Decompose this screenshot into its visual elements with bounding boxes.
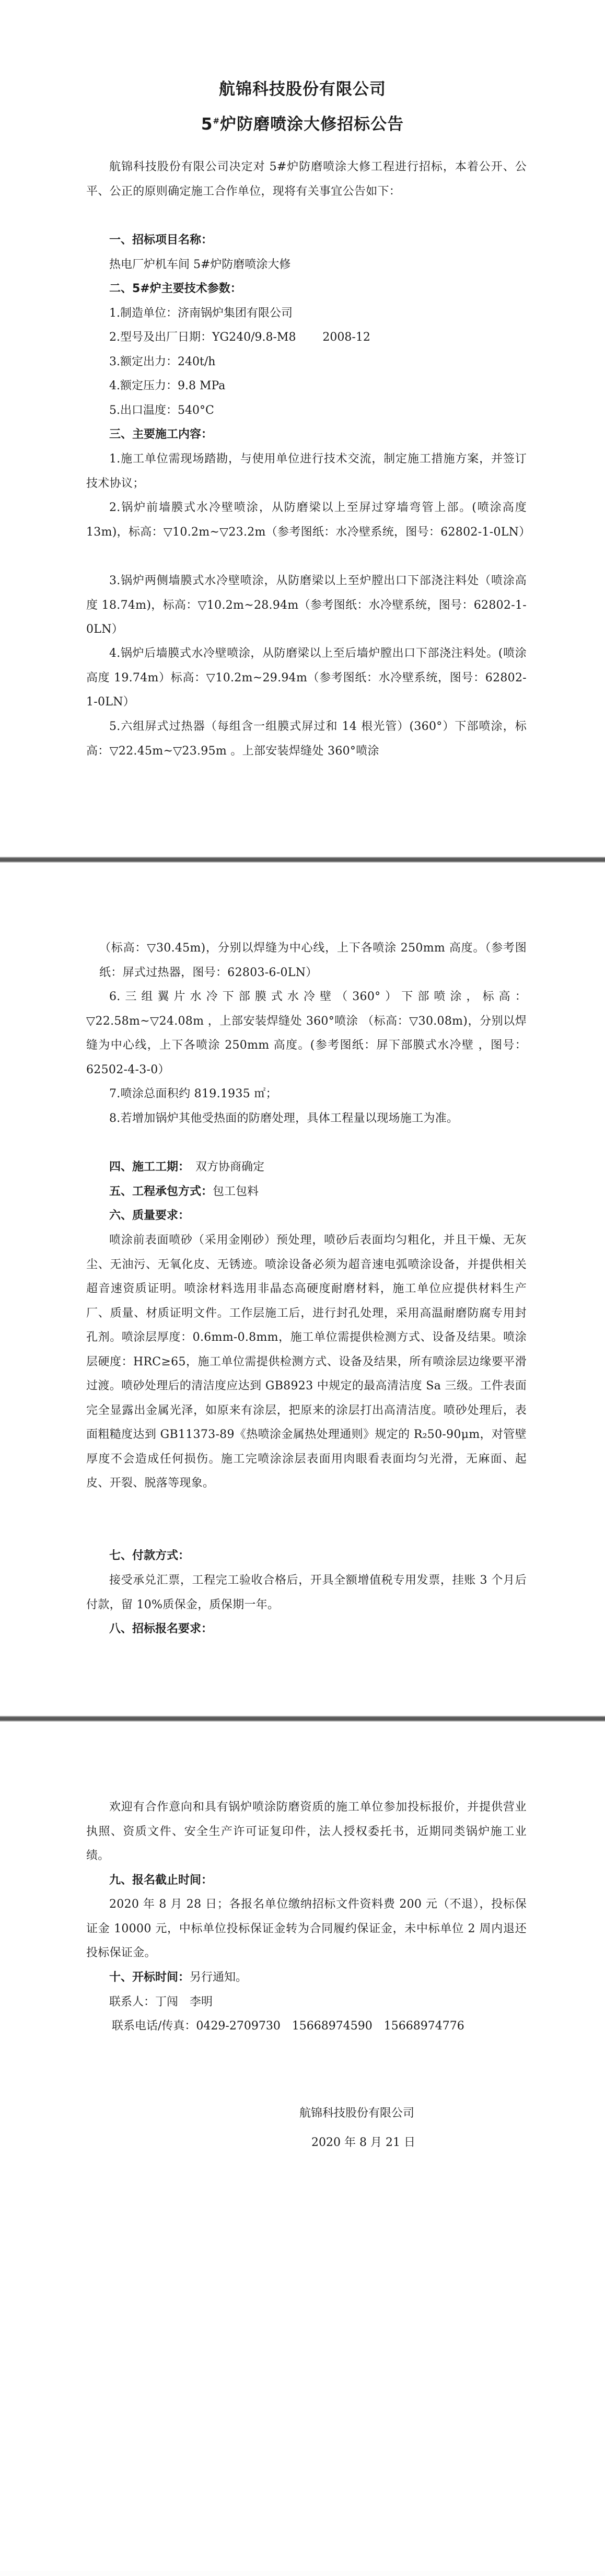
section-6-title: 六、质量要求： (109, 1209, 190, 1222)
spec-item: 2.型号及出厂日期：YG240/9.8-M8 2008-12 (109, 331, 370, 344)
document-title-notice (0, 111, 605, 134)
spec-item: 5.出口温度：540°C (109, 404, 214, 417)
page-2 (0, 863, 605, 1715)
spec-item: 3.额定出力：240t/h (109, 355, 216, 368)
contact-phone: 联系电话/传真：0429-2709730 15668974590 15668974776 (112, 2020, 464, 2033)
spec-item: 4.额定压力：9.8 MPa (109, 379, 226, 392)
section-4-title: 四、施工工期： (109, 1161, 184, 1174)
section-10-title: 十、开标时间： (109, 1971, 190, 1984)
work-item: 8.若增加锅炉其他受热面的防磨处理，具体工程量以现场施工为准。 (109, 1112, 459, 1125)
section-10-body: 另行通知。 (190, 1971, 248, 1984)
work-item: 5.六组屏式过热器（每组含一组膜式屏过和 14 根光管）(360°）下部喷涂，标高：▽22.45m~▽23.95m 。上部安装焊缝处 360°喷涂 (86, 720, 527, 758)
title-number-sup: # (213, 116, 220, 126)
section-5-heading (86, 1180, 527, 1204)
page-1 (0, 0, 605, 856)
signature-date: 2020 年 8 月 21 日 (311, 2136, 415, 2149)
section-5-title: 五、工程承包方式： (109, 1185, 213, 1198)
deadline-details: 2020 年 8 月 28 日；各报名单位缴纳招标文件资料费 200 元（不退），投标保证金 10000 元，中标单位投标保证金转为合同履约保证金，未中标单位 2 周内退还投标保证金。 (86, 1898, 527, 1959)
section-6-heading (86, 1204, 527, 1228)
intro-paragraph: 航锦科技股份有限公司决定对 5#炉防磨喷涂大修工程进行招标，本着公开、公平、公正的原则确定施工合作单位，现将有关事宜公告如下： (86, 160, 527, 198)
signature-company: 航锦科技股份有限公司 (299, 2107, 415, 2120)
registration-requirements: 欢迎有合作意向和具有锅炉喷涂防磨资质的施工单位参加投标报价，并提供营业执照、资质文件、安全生产许可证复印件，法人授权委托书，近期同类锅炉施工业绩。 (86, 1801, 527, 1862)
section-1-title: 一、招标项目名称： (109, 234, 213, 247)
section-3-heading (86, 423, 527, 447)
spec-item: 1.制造单位：济南锅炉集团有限公司 (109, 307, 293, 320)
section-1-body: 热电厂炉机车间 5#炉防磨喷涂大修 (109, 258, 291, 271)
payment-terms: 接受承兑汇票，工程完工验收合格后，开具全额增值税专用发票，挂账 3 个月后付款，留 10%质保金，质保期一年。 (86, 1574, 527, 1611)
page-separator (0, 857, 605, 863)
page-3 (0, 1722, 605, 2571)
section-2-heading (86, 277, 527, 301)
section-8-heading (86, 1617, 527, 1642)
section-4-heading (86, 1155, 527, 1180)
quality-requirements: 喷涂前表面喷砂（采用金刚砂）预处理，喷砂后表面均匀粗化，并且干燥、无灰尘、无油污、无氧化皮、无锈迹。喷涂设备必须为超音速电弧喷涂设备，并提供相关超音速资质证明。喷涂材料选用非晶态高硬度耐磨材料，施工单位应提供材料生产厂、质量、材质证明文件。工作层施工后，进行封孔处理，采用高温耐磨防腐专用封孔剂。喷涂层厚度：0.6mm-0.8mm，施工单位需提供检测方式、设备及结果。喷涂层硬度：HRC≥65，施工单位需提供检测方式、设备及结果，所有喷涂层边缘要平滑过渡。喷砂处理后的清洁度应达到 GB8923 中规定的最高清洁度 Sa 三级。工件表面完全显露出金属光泽，如原来有涂层，把原来的涂层打出高清洁度。喷砂处理后，表面粗糙度达到 GB11373-89《热喷涂金属热处理通则》规定的 R₂50-90μm，对管壁厚度不会造成任何损伤。施工完喷涂涂层表面用肉眼看表面均匀光滑，无麻面、起皮、开裂、脱落等现象。 (86, 1234, 527, 1490)
section-9-title: 九、报名截止时间： (109, 1874, 213, 1887)
section-8-title: 八、招标报名要求： (109, 1622, 213, 1635)
work-item: 6.三组翼片水冷下部膜式水冷壁（360°）下部喷涂，标高：▽22.58m~▽24.08m ，上部安装焊缝处 360°喷涂 （标高：▽30.08m)，分别以焊缝为中心线，上下各喷涂 250mm 高度。(参考图纸：屏下部膜式水冷壁 ，图号：62502-4-3-0） (86, 990, 527, 1076)
section-9-heading (86, 1869, 527, 1893)
section-10-heading (86, 1966, 527, 1990)
section-2-title: 二、5#炉主要技术参数： (109, 282, 242, 295)
page-separator (0, 1716, 605, 1722)
section-4-body: 双方协商确定 (184, 1161, 265, 1174)
section-5-body: 包工包料 (213, 1185, 259, 1198)
document-title-company: 航锦科技股份有限公司 (219, 80, 386, 99)
work-item: 2.锅炉前墙膜式水冷壁喷涂，从防磨梁以上至屏过穿墙弯管上部。(喷涂高度 13m)，标高：▽10.2m~▽23.2m（参考图纸：水冷壁系统，图号：62802-1-0LN） (86, 501, 531, 539)
work-item-continuation: （标高：▽30.45m)，分别以焊缝为中心线，上下各喷涂 250mm 高度。（参考图纸：屏式过热器，图号：62803-6-0LN） (99, 942, 527, 979)
contact-person: 联系人：丁闯 李明 (109, 1995, 213, 2009)
work-item: 3.锅炉两侧墙膜式水冷壁喷涂，从防磨梁以上至炉膛出口下部浇注料处（喷涂高度 18.74m)，标高：▽10.2m~28.94m（参考图纸：水冷壁系统，图号：62802-1-0LN） (86, 574, 527, 636)
work-item: 1.施工单位需现场踏勘，与使用单位进行技术交流，制定施工措施方案，并签订技术协议； (86, 452, 527, 490)
section-7-heading (86, 1544, 527, 1569)
title-text: 炉防磨喷涂大修招标公告 (220, 115, 404, 134)
section-7-title: 七、付款方式： (109, 1549, 190, 1562)
section-1-heading (86, 228, 527, 253)
work-item: 4.锅炉后墙膜式水冷壁喷涂，从防磨梁以上至后墙炉膛出口下部浇注料处。(喷涂高度 19.74m）标高：▽10.2m~29.94m（参考图纸：水冷壁系统，图号：62802-1-0LN） (86, 647, 527, 709)
section-3-title: 三、主要施工内容： (109, 428, 213, 441)
work-item: 7.喷涂总面积约 819.1935 ㎡； (109, 1087, 277, 1100)
title-number: 5 (201, 115, 213, 134)
